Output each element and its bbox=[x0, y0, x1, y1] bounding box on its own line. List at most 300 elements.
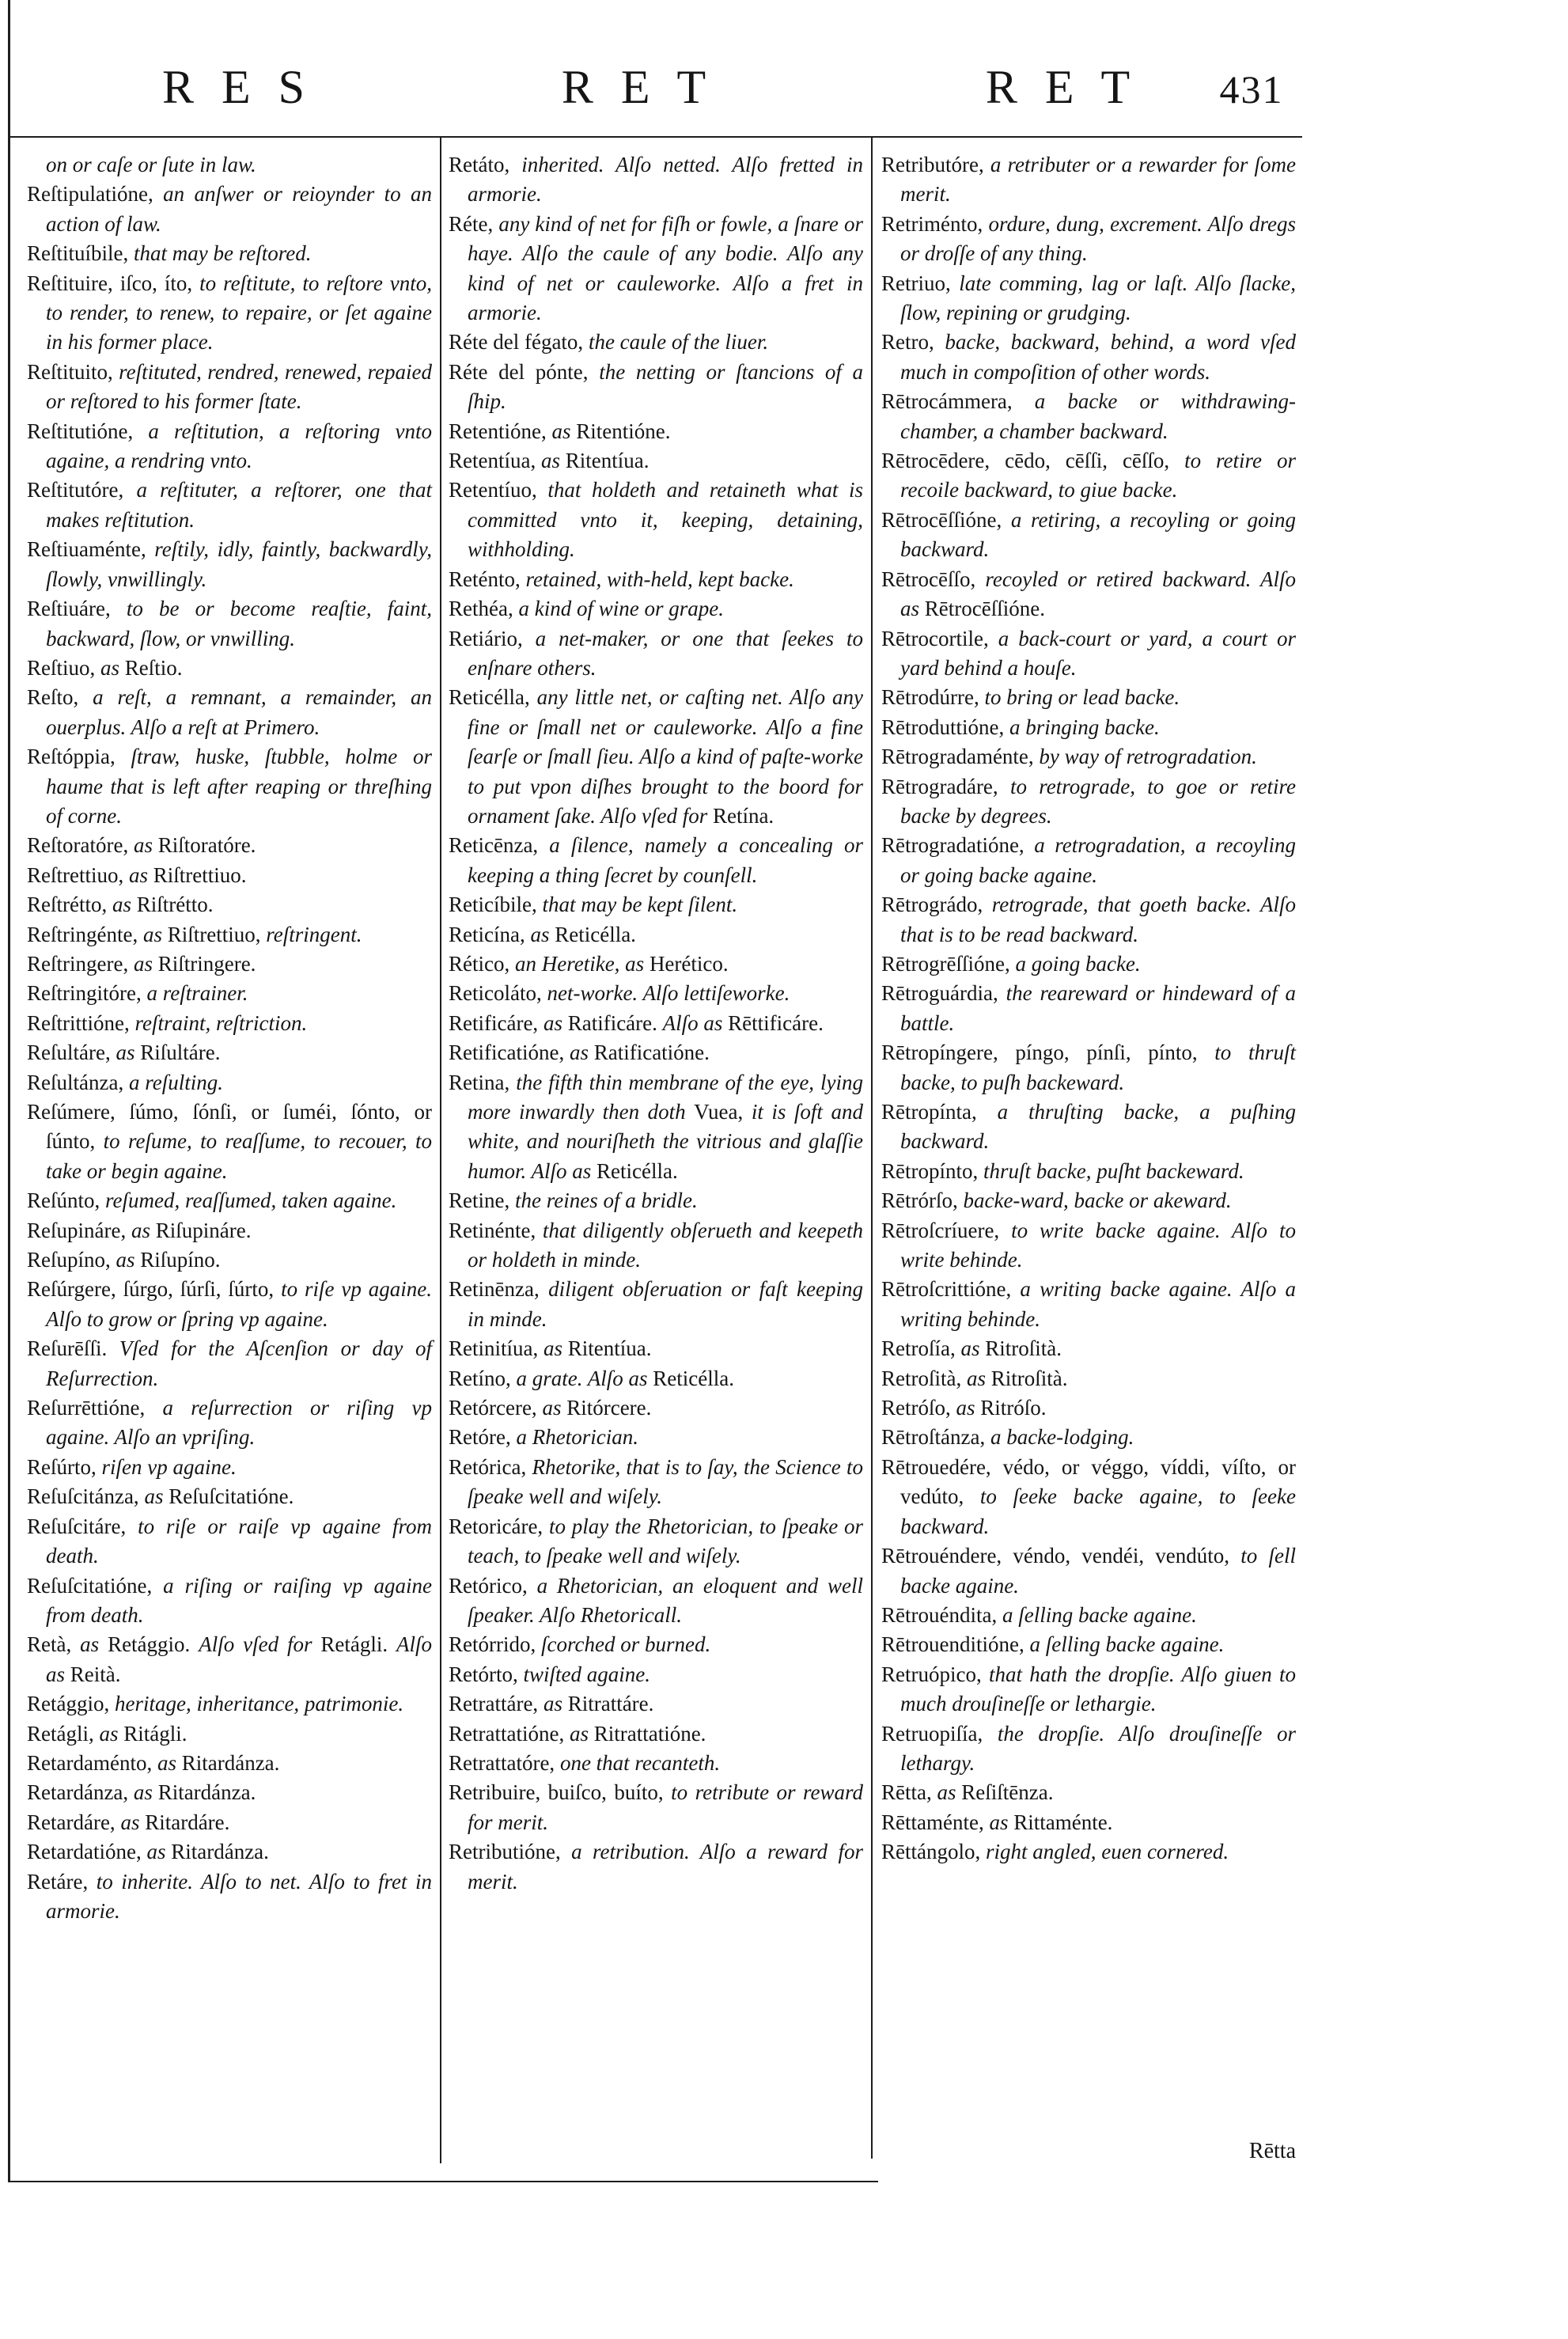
definition-text: to write backe againe. Alſo to write behinde. bbox=[900, 1218, 1296, 1272]
definition-text: as bbox=[542, 1396, 567, 1420]
definition-text: as bbox=[569, 1721, 594, 1746]
definition-text: to reſume, to reaſſume, to recouer, to take or begin againe. bbox=[46, 1129, 432, 1183]
cross-reference: Reſtio. bbox=[124, 655, 183, 680]
definition-text: a back-court or yard, a court or yard behind a houſe. bbox=[900, 626, 1296, 680]
dictionary-entry bbox=[27, 1689, 432, 1719]
cross-reference: Ritroſità. bbox=[990, 1366, 1068, 1390]
definition-text: a net-maker, or one that ſeekes to enſnare others. bbox=[468, 626, 863, 680]
dictionary-entry bbox=[881, 713, 1296, 742]
headword: Retributióne, bbox=[449, 1840, 572, 1864]
dictionary-entry bbox=[27, 831, 432, 860]
headword: Reſtrétto, bbox=[27, 893, 112, 917]
definition-text: riſen vp againe. bbox=[101, 1454, 237, 1479]
definition-text: a kind of wine or grape. bbox=[518, 597, 724, 621]
definition-text: to riſe vp againe. Alſo to grow or ſpring vp againe. bbox=[46, 1277, 433, 1331]
definition-text: Alſo as bbox=[662, 1010, 729, 1035]
cross-reference: Ritrattáre. bbox=[567, 1692, 654, 1716]
headword: Rētroguárdia, bbox=[881, 981, 1006, 1006]
dictionary-entry bbox=[27, 1275, 432, 1334]
dictionary-entry bbox=[449, 1423, 863, 1452]
definition-text: as bbox=[551, 419, 577, 443]
dictionary-entry bbox=[449, 624, 863, 684]
dictionary-entry bbox=[27, 1837, 432, 1867]
dictionary-entry bbox=[881, 506, 1296, 565]
headword: Retà, bbox=[27, 1632, 81, 1657]
headword: Reſtoratóre, bbox=[27, 833, 134, 858]
definition-text: ſtraw, huske, ſtubble, holme or haume that is left after reaping or threſhing of corne. bbox=[46, 745, 432, 828]
dictionary-entry bbox=[27, 1186, 432, 1215]
dictionary-entry bbox=[27, 1068, 432, 1097]
definition-text: that may be kept ſilent. bbox=[542, 893, 738, 917]
definition-text: Alſo vſed for bbox=[199, 1632, 321, 1657]
dictionary-entry bbox=[27, 1393, 432, 1453]
definition-text: Rhetorike, that is to ſay, the Science to ſpeake well and wiſely. bbox=[468, 1454, 863, 1509]
dictionary-entry bbox=[449, 446, 863, 476]
dictionary-entry bbox=[27, 1867, 432, 1927]
headword: Reſurēſſi. bbox=[27, 1336, 119, 1361]
dictionary-entry bbox=[881, 890, 1296, 950]
cross-reference: Riſtrettiuo. bbox=[153, 862, 247, 887]
definition-text: a retrogradation, a recoyling or going backe againe. bbox=[900, 833, 1297, 887]
cross-reference: Reticélla. bbox=[555, 922, 636, 946]
cross-reference: Herético. bbox=[649, 951, 729, 976]
headword: Reſultáre, bbox=[27, 1041, 116, 1065]
dictionary-entry bbox=[881, 1275, 1296, 1334]
headword: Reſtipulatióne, bbox=[27, 182, 164, 207]
headword: Rētrouedére, védo, or véggo, víddi, víſto, or vedúto, bbox=[881, 1454, 1296, 1509]
definition-text: right angled, euen cornered. bbox=[985, 1840, 1229, 1864]
headword: Rētrogradaménte, bbox=[881, 745, 1040, 769]
headword: Retrattatióne, bbox=[449, 1721, 570, 1746]
headword: Rētrocēdere, cēdo, cēſſi, cēſſo, bbox=[881, 449, 1185, 473]
dictionary-entry bbox=[449, 358, 863, 417]
dictionary-entry bbox=[881, 950, 1296, 979]
dictionary-entry bbox=[881, 1778, 1296, 1807]
headword: Retriménto, bbox=[881, 211, 989, 236]
headword: Reſtringénte, bbox=[27, 922, 143, 946]
headword: Retórcere, bbox=[449, 1396, 543, 1420]
definition-text: diligent obſeruation or faſt keeping in minde. bbox=[468, 1277, 864, 1331]
definition-text: that may be reſtored. bbox=[134, 241, 312, 266]
headword: Rethéa, bbox=[449, 597, 519, 621]
cross-reference: Rittaménte. bbox=[1013, 1810, 1113, 1834]
dictionary-entry bbox=[449, 1216, 863, 1276]
dictionary-entry bbox=[881, 1097, 1296, 1157]
dictionary-entry bbox=[449, 1660, 863, 1689]
running-head-left: R E S bbox=[161, 61, 313, 113]
headword: Retórto, bbox=[449, 1662, 524, 1686]
dictionary-entry bbox=[449, 1837, 863, 1897]
definition-text: retained, with-held, kept backe. bbox=[525, 567, 794, 591]
definition-text: an anſwer or reioynder to an action of law. bbox=[46, 182, 432, 236]
headword: Reſuſcitáre, bbox=[27, 1514, 138, 1538]
headword: Reſtrittióne, bbox=[27, 1010, 135, 1035]
bottom-rule bbox=[8, 2181, 878, 2182]
headword: Reſto, bbox=[27, 685, 93, 710]
headword: Rético, bbox=[449, 951, 515, 976]
headword: Retardatióne, bbox=[27, 1840, 147, 1864]
headword: Rētropíngere, píngo, pínſi, pínto, bbox=[881, 1041, 1215, 1065]
headword: Retrattáre, bbox=[449, 1692, 543, 1716]
dictionary-entry bbox=[27, 890, 432, 919]
dictionary-entry bbox=[27, 269, 432, 358]
dictionary-entry bbox=[449, 594, 863, 624]
headword: Reticíbile, bbox=[449, 893, 543, 917]
dictionary-entry bbox=[449, 1334, 863, 1363]
dictionary-entry bbox=[449, 417, 863, 446]
column-1 bbox=[27, 150, 432, 1926]
definition-text: as bbox=[144, 1484, 169, 1509]
column-divider-1 bbox=[440, 136, 441, 2163]
definition-text: to thruſt backe, to puſh backeward. bbox=[900, 1041, 1296, 1094]
dictionary-entry bbox=[881, 1808, 1296, 1837]
definition-text: a going backe. bbox=[1015, 951, 1141, 976]
headword: Reſtituíbile, bbox=[27, 241, 134, 266]
definition-text: as bbox=[128, 862, 153, 887]
headword: Rētropínto, bbox=[881, 1158, 983, 1183]
definition-text: to inherite. Alſo to net. Alſo to fret in armorie. bbox=[46, 1869, 433, 1923]
definition-text: as bbox=[112, 893, 137, 917]
cross-reference: Ratificatióne. bbox=[593, 1041, 710, 1065]
definition-text: as bbox=[131, 1218, 156, 1242]
definition-text: to play the Rhetorician, to ſpeake or teach, to ſpeake well and wiſely. bbox=[468, 1514, 864, 1568]
dictionary-entry bbox=[449, 210, 863, 328]
headword: Réte del fégato, bbox=[449, 330, 589, 354]
definition-text: reſtraint, reſtriction. bbox=[134, 1010, 308, 1035]
dictionary-entry bbox=[881, 1364, 1296, 1393]
dictionary-entry bbox=[881, 1393, 1296, 1423]
definition-text: to ſell backe againe. bbox=[900, 1544, 1296, 1598]
cross-reference: Retággio. bbox=[108, 1632, 199, 1657]
headword: Retificatióne, bbox=[449, 1041, 570, 1065]
headword: Rētrogradáre, bbox=[881, 774, 1010, 798]
definition-text: as bbox=[116, 1248, 141, 1272]
dictionary-entry bbox=[449, 1275, 863, 1334]
dictionary-entry bbox=[27, 1778, 432, 1807]
definition-text: as bbox=[543, 1336, 568, 1361]
dictionary-entry bbox=[27, 1749, 432, 1778]
dictionary-entry bbox=[27, 920, 432, 950]
cross-reference: Ritentíua. bbox=[567, 1336, 652, 1361]
dictionary-entry bbox=[881, 979, 1296, 1038]
dictionary-entry bbox=[27, 239, 432, 268]
headword: Rētroſtánza, bbox=[881, 1425, 990, 1450]
headword: Rētroſcríuere, bbox=[881, 1218, 1012, 1242]
dictionary-entry bbox=[27, 950, 432, 979]
dictionary-entry bbox=[27, 1334, 432, 1393]
definition-text: backe, backward, behind, a word vſed much in compoſition of other words. bbox=[900, 330, 1296, 384]
dictionary-entry bbox=[881, 1216, 1296, 1276]
dictionary-entry bbox=[27, 861, 432, 890]
headword: Retrattatóre, bbox=[449, 1750, 560, 1775]
dictionary-entry bbox=[27, 1009, 432, 1038]
headword: Rētrórſo, bbox=[881, 1188, 964, 1213]
headword: Reſtiuáre, bbox=[27, 597, 127, 621]
definition-text: a retribution. Alſo a reward for merit. bbox=[468, 1840, 863, 1894]
definition-text: as bbox=[142, 922, 168, 946]
headword: Retinēnza, bbox=[449, 1277, 549, 1302]
running-head-right: R E T bbox=[985, 61, 1138, 113]
headword: Rētroſcrittióne, bbox=[881, 1277, 1021, 1302]
headword: Reſtiuo, bbox=[27, 655, 100, 680]
dictionary-entry bbox=[449, 1571, 863, 1631]
dictionary-entry bbox=[449, 476, 863, 564]
headword: Reſuſcitatióne, bbox=[27, 1573, 164, 1598]
definition-text: an Heretike, as bbox=[514, 951, 650, 976]
headword: Retáto, bbox=[449, 153, 522, 176]
dictionary-entry bbox=[881, 328, 1296, 387]
headword: Rētrográdo, bbox=[881, 893, 992, 917]
definition-text: a Rhetorician. bbox=[516, 1425, 638, 1450]
definition-text: that diligently obſerueth and keepeth or holdeth in minde. bbox=[468, 1218, 863, 1272]
headword: Retáre, bbox=[27, 1869, 97, 1894]
headword: Rētrocēſſo, bbox=[881, 567, 986, 591]
definition-text: as bbox=[116, 1041, 141, 1065]
headword: Retificáre, bbox=[449, 1010, 543, 1035]
headword: Retórrido, bbox=[449, 1632, 541, 1657]
headword: Retentíuo, bbox=[449, 478, 548, 502]
headword: Retinitíua, bbox=[449, 1336, 543, 1361]
dictionary-entry bbox=[881, 1157, 1296, 1186]
headword: Reſtringitóre, bbox=[27, 981, 147, 1006]
dictionary-entry bbox=[27, 180, 432, 239]
definition-text: retrograde, that goeth backe. Alſo that is to be read backward. bbox=[900, 893, 1296, 946]
definition-text: a reſt, a remnant, a remainder, an ouerplus. Alſo a reſt at Primero. bbox=[46, 685, 432, 739]
definition-text: the reareward or hindeward of a battle. bbox=[900, 981, 1296, 1035]
dictionary-entry bbox=[27, 476, 432, 535]
dictionary-entry bbox=[27, 358, 432, 417]
definition-text: as bbox=[100, 655, 125, 680]
dictionary-entry bbox=[27, 979, 432, 1008]
headword: Reticēnza, bbox=[449, 833, 550, 858]
definition-text: a ſelling backe againe. bbox=[1002, 1602, 1197, 1627]
dictionary-entry bbox=[27, 1630, 432, 1689]
headword: Retentióne, bbox=[449, 419, 552, 443]
headword: Rētrouéndita, bbox=[881, 1602, 1002, 1627]
definition-text: as bbox=[543, 1010, 568, 1035]
headword: Retentíua, bbox=[449, 449, 541, 473]
headword: Reténto, bbox=[449, 567, 526, 591]
dictionary-entry bbox=[881, 210, 1296, 269]
headword: Rētrouéndere, véndo, vendéi, vendúto, bbox=[881, 1544, 1241, 1568]
definition-text: to retribute or reward for merit. bbox=[468, 1780, 864, 1834]
headword: Reticoláto, bbox=[449, 981, 547, 1006]
headword: Rētropínta, bbox=[881, 1100, 998, 1124]
dictionary-entry bbox=[27, 535, 432, 594]
dictionary-entry bbox=[27, 654, 432, 683]
definition-text: the dropſie. Alſo drouſineſſe or lethargy. bbox=[900, 1721, 1296, 1775]
dictionary-entry bbox=[27, 1512, 432, 1571]
cross-reference: Ritroſità. bbox=[985, 1336, 1062, 1361]
definition-text: as bbox=[133, 833, 158, 858]
running-head-middle: R E T bbox=[561, 61, 714, 113]
headword: Réte, bbox=[449, 211, 499, 236]
headword: Reſúrgere, ſúrgo, ſúrſi, ſúrto, bbox=[27, 1277, 282, 1302]
page-number: 431 bbox=[1219, 67, 1284, 112]
definition-text: backe-ward, backe or akeward. bbox=[963, 1188, 1232, 1213]
cross-reference: Riſtrettiuo, bbox=[167, 922, 267, 946]
dictionary-entry bbox=[881, 1660, 1296, 1719]
headword: Retributóre, bbox=[881, 153, 990, 176]
cross-reference: Reticélla. bbox=[653, 1366, 734, 1390]
headword: Rētrogrēſſióne, bbox=[881, 951, 1016, 976]
definition-text: to bring or lead backe. bbox=[984, 685, 1180, 710]
dictionary-entry bbox=[449, 1630, 863, 1659]
dictionary-entry bbox=[449, 831, 863, 890]
cross-reference: Riſtoratóre. bbox=[157, 833, 256, 858]
definition-text: Alſo as bbox=[46, 1632, 433, 1686]
dictionary-entry bbox=[881, 1423, 1296, 1452]
dictionary-entry bbox=[27, 1216, 432, 1245]
definition-text: recoyled or retired backward. Alſo as bbox=[900, 567, 1296, 621]
definition-text: ſcorched or burned. bbox=[540, 1632, 711, 1657]
definition-text: a backe or withdrawing-chamber, a chamber backward. bbox=[900, 389, 1297, 443]
definition-text: as bbox=[540, 449, 566, 473]
headword: Reſtóppia, bbox=[27, 745, 131, 769]
dictionary-entry bbox=[449, 890, 863, 919]
definition-text: any kind of net for fiſh or fowle, a ſnare or haye. Alſo the caule of any bodie. Alſo any kind of net or cauleworke. Alſo a fret in armorie. bbox=[468, 211, 863, 325]
dictionary-entry bbox=[881, 683, 1296, 712]
cross-reference: Reticélla. bbox=[597, 1158, 678, 1183]
dictionary-entry bbox=[881, 1541, 1296, 1601]
definition-text: to retrograde, to goe or retire backe by degrees. bbox=[900, 774, 1297, 828]
column-3 bbox=[881, 150, 1296, 1867]
definition-text: reſtily, idly, faintly, backwardly, ſlowly, vnwillingly. bbox=[46, 537, 433, 591]
definition-text: reſtituted, rendred, renewed, repaied or reſtored to his former ſtate. bbox=[46, 359, 432, 414]
definition-text: as bbox=[99, 1721, 124, 1746]
definition-text: a reſtrainer. bbox=[146, 981, 248, 1006]
left-border-rule bbox=[8, 0, 10, 2182]
definition-text: that holdeth and retaineth what is committed vnto it, keeping, detaining, withholding. bbox=[468, 478, 863, 562]
headword: Rētrocēſſióne, bbox=[881, 507, 1011, 532]
headword: Retruópico, bbox=[881, 1662, 990, 1686]
dictionary-entry bbox=[27, 1719, 432, 1749]
definition-text: a writing backe againe. Alſo a writing behinde. bbox=[900, 1277, 1297, 1331]
dictionary-entry bbox=[27, 417, 432, 476]
headword: Reſtituito, bbox=[27, 359, 119, 384]
headword: Retórico, bbox=[449, 1573, 537, 1598]
definition-text: a retiring, a recoyling or going backward. bbox=[900, 507, 1296, 562]
headword: Reſtitutióne, bbox=[27, 419, 149, 443]
column-2 bbox=[449, 150, 863, 1897]
dictionary-entry bbox=[27, 1453, 432, 1482]
headword: Retroſità, bbox=[881, 1366, 967, 1390]
dictionary-entry bbox=[449, 328, 863, 357]
headword: Reſtringere, bbox=[27, 951, 134, 976]
dictionary-entry bbox=[881, 1601, 1296, 1630]
definition-text: as bbox=[80, 1632, 108, 1657]
cross-reference: Reſuſcitatióne. bbox=[169, 1484, 294, 1509]
headword: Rētrocortile, bbox=[881, 626, 998, 650]
headword: Retriuo, bbox=[881, 271, 960, 295]
dictionary-entry bbox=[27, 1808, 432, 1837]
headword: Retóre, bbox=[449, 1425, 517, 1450]
dictionary-entry bbox=[881, 150, 1296, 210]
dictionary-entry bbox=[449, 920, 863, 950]
dictionary-entry bbox=[449, 950, 863, 979]
headword: Reſtitutóre, bbox=[27, 478, 137, 502]
dictionary-entry bbox=[27, 1097, 432, 1186]
definition-text: a reſulting. bbox=[128, 1070, 223, 1094]
dictionary-entry bbox=[881, 1186, 1296, 1215]
dictionary-entry bbox=[881, 624, 1296, 684]
cross-reference: Retína. bbox=[712, 803, 775, 828]
cross-reference: Ritardáre. bbox=[145, 1810, 230, 1834]
definition-text: the fifth thin membrane of the eye, lying more inwardly then doth bbox=[468, 1070, 863, 1124]
dictionary-entry bbox=[27, 1245, 432, 1275]
definition-text: a grate. Alſo as bbox=[516, 1366, 653, 1390]
definition-text: a retributer or a rewarder for ſome merit. bbox=[900, 153, 1296, 207]
cross-reference: Ritentióne. bbox=[576, 419, 671, 443]
headword: Rētrodúrre, bbox=[881, 685, 985, 710]
headword: Reſúmere, ſúmo, ſónſi, or ſuméi, ſónto, or ſúnto, bbox=[27, 1100, 432, 1154]
headword: Reſtituire, iſco, íto, bbox=[27, 271, 200, 295]
definition-text: one that recanteth. bbox=[559, 1750, 721, 1775]
headword: Reſuſcitánza, bbox=[27, 1484, 145, 1509]
headword: Reſurrēttióne, bbox=[27, 1396, 163, 1420]
definition-text: it is ſoft and white, and nouriſheth the vitrious and glaſſie humor. Alſo as bbox=[468, 1100, 863, 1183]
dictionary-entry bbox=[449, 1719, 863, 1749]
dictionary-entry bbox=[881, 1719, 1296, 1779]
definition-text: ordure, dung, excrement. Alſo dregs or droſſe of any thing. bbox=[900, 211, 1296, 266]
cross-reference: Riſtringere. bbox=[157, 951, 256, 976]
cross-reference: Rēttificáre. bbox=[728, 1010, 824, 1035]
dictionary-entry bbox=[449, 1038, 863, 1067]
definition-text: as bbox=[543, 1692, 568, 1716]
headword: Reticína, bbox=[449, 922, 531, 946]
cross-reference: Ratificáre. bbox=[567, 1010, 663, 1035]
dictionary-entry bbox=[449, 1186, 863, 1215]
headword: Retro, bbox=[881, 330, 945, 354]
definition-text: a Rhetorician, an eloquent and well ſpeaker. Alſo Rhetoricall. bbox=[468, 1573, 863, 1627]
headword: Retine, bbox=[449, 1188, 515, 1213]
definition-text: as bbox=[956, 1396, 981, 1420]
headword: Reſtiuaménte, bbox=[27, 537, 155, 562]
definition-text: as bbox=[133, 1780, 158, 1805]
headword: Retroſía, bbox=[881, 1336, 961, 1361]
dictionary-entry bbox=[881, 1334, 1296, 1363]
dictionary-entry bbox=[449, 1068, 863, 1187]
dictionary-entry bbox=[449, 1778, 863, 1837]
cross-reference: Riſupináre. bbox=[155, 1218, 252, 1242]
definition-text: the caule of the liuer. bbox=[588, 330, 769, 354]
headword: Reſtrettiuo, bbox=[27, 862, 129, 887]
dictionary-entry bbox=[449, 1453, 863, 1512]
dictionary-entry bbox=[881, 387, 1296, 446]
headword: Rēttaménte, bbox=[881, 1810, 990, 1834]
cross-reference: Reſiſtēnza. bbox=[961, 1780, 1054, 1805]
headword: Retina, bbox=[449, 1070, 517, 1094]
cross-reference: Ritrattatióne. bbox=[593, 1721, 706, 1746]
headword: Reſultánza, bbox=[27, 1070, 129, 1094]
dictionary-entry bbox=[449, 1689, 863, 1719]
dictionary-entry bbox=[881, 565, 1296, 624]
headword: Rētrouenditióne, bbox=[881, 1632, 1030, 1657]
headword: Retruopiſía, bbox=[881, 1721, 998, 1746]
definition-text: on or caſe or ſute in law. bbox=[46, 153, 256, 176]
headword: Retágli, bbox=[27, 1721, 100, 1746]
dictionary-entry bbox=[449, 1364, 863, 1393]
cross-reference: Ritardánza. bbox=[171, 1840, 269, 1864]
dictionary-entry bbox=[449, 150, 863, 210]
dictionary-entry bbox=[27, 1038, 432, 1067]
cross-reference: Retágli. bbox=[320, 1632, 397, 1657]
dictionary-entry bbox=[449, 1749, 863, 1778]
headword: Reſupíno, bbox=[27, 1248, 116, 1272]
column-divider-2 bbox=[871, 136, 873, 2159]
definition-text: as bbox=[133, 951, 158, 976]
cross-reference: Ritardánza. bbox=[181, 1750, 280, 1775]
